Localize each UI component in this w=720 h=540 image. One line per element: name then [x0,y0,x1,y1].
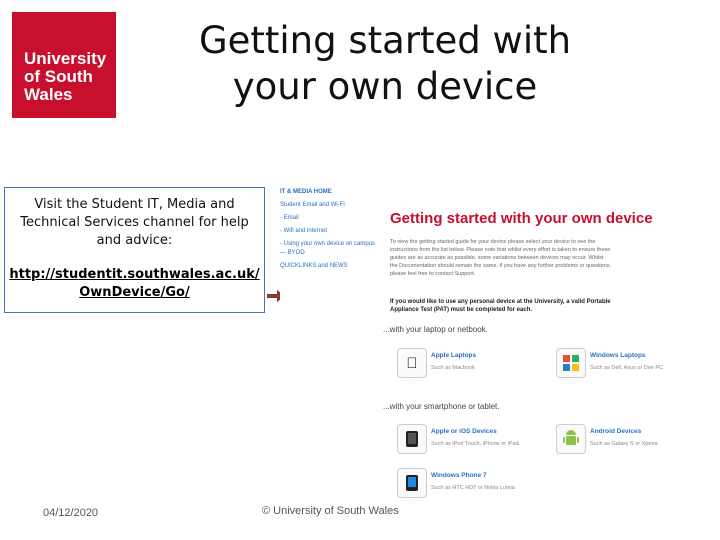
slide-footer: © University of South Wales [262,505,399,517]
university-logo [12,12,116,118]
apple-icon [397,348,427,378]
device-name[interactable]: Windows Phone 7 [431,472,487,479]
device-link[interactable] [556,348,706,384]
sidebar-item[interactable]: QUICKLINKS and NEWS [280,263,348,269]
device-link[interactable] [397,424,547,460]
android-icon [556,424,586,454]
device-name[interactable]: Apple Laptops [431,352,477,359]
windows-phone-icon [397,468,427,498]
device-link[interactable] [556,424,706,460]
site-page-title: Getting started with your own device [390,210,653,227]
sidebar-item[interactable]: - Email [280,215,299,221]
device-sub: Such as Galaxy S or Xperia [590,441,658,447]
sidebar-item[interactable]: - Wifi and internet [280,228,328,234]
device-name[interactable]: Windows Laptops [590,352,646,359]
device-link[interactable] [397,468,547,504]
pat-notice: If you would like to use any personal device at the University, a valid Portable Appliance Test (PAT) must be completed for each. [390,299,611,313]
device-name[interactable]: Android Devices [590,428,642,435]
site-sidebar [280,188,378,308]
device-sub: Such as Macbook [431,365,475,371]
windows-icon [556,348,586,378]
channel-link[interactable]: http://studentit.southwales.ac.uk/OwnDevice/Go/ [9,267,260,300]
sidebar-item[interactable]: Student Email and Wi-Fi [280,202,345,208]
site-intro-text: To view the getting started guide for your device please select your device to see the instructions from the list below. Please note that whilst every effort is taken to ensure these guides are as accurate as possible, some variations between devices may occur. Whilst the Documentation should remain the same, if you have any further problems or questions, please feel free to contact Support. [390,239,612,277]
logo-text: University of South Wales [24,49,107,104]
slide-title: Getting started with your own device [198,19,572,108]
device-sub: Such as Dell, Asus or Dee PC [590,365,664,371]
section-laptop: ...with your laptop or netbook. [383,325,488,334]
slide-date: 04/12/2020 [43,507,99,519]
device-name[interactable]: Apple or iOS Devices [431,428,497,435]
device-link[interactable] [397,348,547,384]
ipad-icon [397,424,427,454]
sidebar-item[interactable]: - Using your own device on campus — BYOD [280,241,376,256]
section-phone: ...with your smartphone or tablet. [383,402,500,411]
website-screenshot [280,188,664,510]
device-sub: Such as HTC HD7 or Nokia Lumia [431,485,515,491]
callout-text: Visit the Student IT, Media and Technical Services channel for help and advice: [20,197,249,248]
device-sub: Such as iPod Touch, iPhone or iPad. [431,441,521,447]
sidebar-heading[interactable]: IT & MEDIA HOME [280,189,332,195]
info-callout [4,187,265,313]
